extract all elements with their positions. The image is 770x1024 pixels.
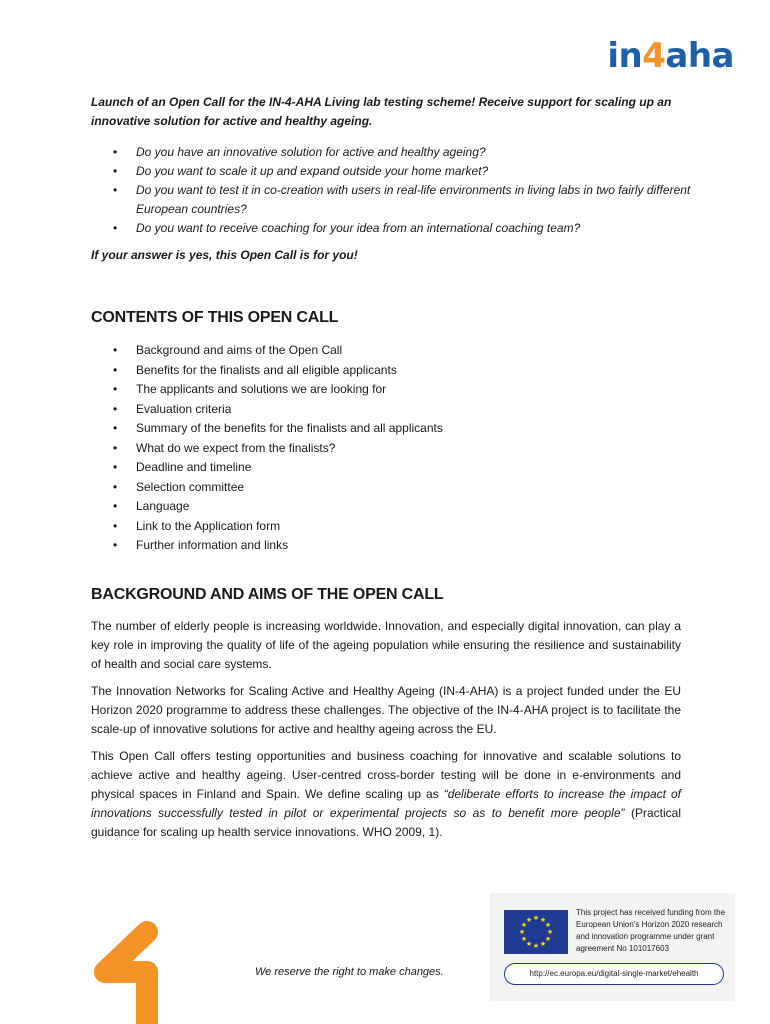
contents-item: • Benefits for the finalists and all eligible applicants [91, 361, 691, 381]
svg-text:★: ★ [520, 935, 528, 943]
brand-four-graphic [85, 910, 175, 1024]
contents-item: • Deadline and timeline [91, 458, 691, 478]
svg-text:★: ★ [544, 935, 552, 943]
contents-list [91, 341, 691, 556]
eu-stars [504, 910, 568, 954]
contents-item: • What do we expect from the finalists? [91, 439, 691, 459]
question-list [91, 143, 691, 238]
eu-funding-box [490, 893, 735, 1001]
logo-part-aha: aha [665, 36, 734, 76]
in4aha-logo [607, 36, 734, 76]
contents-item: • The applicants and solutions we are looking for [91, 380, 691, 400]
svg-text:★: ★ [518, 928, 526, 936]
question-item: • Do you want to test it in co-creation with users in real-life environments in living labs in two fairly different European countries? [91, 181, 691, 219]
background-paragraph-1: The number of elderly people is increasing worldwide. Innovation, and especially digital innovation, can play a key role in improving the quality of life of the ageing population while ensuring the resilience and sustainability of health and social care systems. [91, 619, 681, 671]
svg-text:★: ★ [532, 942, 540, 950]
svg-text:★: ★ [525, 940, 533, 948]
svg-text:★: ★ [546, 928, 554, 936]
contents-item: • Selection committee [91, 478, 691, 498]
eu-funding-text: This project has received funding from the European Union's Horizon 2020 research and innovation programme under grant agreement No 101017603 [576, 908, 725, 953]
question-item: • Do you want to receive coaching for your idea from an international coaching team? [91, 219, 691, 238]
svg-text:★: ★ [544, 921, 552, 929]
eu-flag-icon [504, 910, 568, 954]
svg-text:★: ★ [532, 914, 540, 922]
background-paragraph-3 [91, 747, 681, 842]
contents-heading: CONTENTS OF THIS OPEN CALL [91, 309, 339, 326]
question-item: • Do you want to scale it up and expand outside your home market? [91, 162, 691, 181]
who-quote: “deliberate efforts to increase the impact of innovations successfully tested in pilot or experimental projects so as to benefit more people” [91, 787, 681, 820]
reserve-notice: We reserve the right to make changes. [255, 966, 444, 978]
contents-item: • Summary of the benefits for the finalists and all applicants [91, 419, 691, 439]
paragraph-3-end: (Practical guidance for scaling up health service innovations. WHO 2009, 1). [91, 806, 681, 839]
svg-text:★: ★ [539, 940, 547, 948]
background-body [91, 617, 681, 850]
intro-text: Launch of an Open Call for the IN-4-AHA Living lab testing scheme! Receive support for scaling up an innovative solution for active and healthy ageing. [91, 95, 672, 128]
eu-link[interactable]: http://ec.europa.eu/digital-single-market/ehealth [504, 963, 724, 985]
svg-text:★: ★ [525, 916, 533, 924]
logo-part-four: 4 [642, 36, 666, 76]
logo-part-in: in [607, 36, 643, 76]
contents-item: • Background and aims of the Open Call [91, 341, 691, 361]
question-item: • Do you have an innovative solution for active and healthy ageing? [91, 143, 691, 162]
contents-item: • Evaluation criteria [91, 400, 691, 420]
paragraph-3-start: This Open Call offers testing opportunities and business coaching for innovative and scalable solutions to achieve active and healthy ageing. User-centred cross-border testing will be done in e-environments and physical spaces in Finland and Spain. We define scaling up as [91, 749, 681, 801]
background-paragraph-2: The Innovation Networks for Scaling Active and Healthy Ageing (IN-4-AHA) is a project funded under the EU Horizon 2020 programme to address these challenges. The objective of the IN-4-AHA project is to facilitate the scale-up of innovative solutions for active and healthy ageing across the EU. [91, 684, 681, 736]
svg-text:★: ★ [539, 916, 547, 924]
answer-text: If your answer is yes, this Open Call is for you! [91, 248, 358, 262]
background-heading: BACKGROUND AND AIMS OF THE OPEN CALL [91, 586, 444, 603]
svg-text:★: ★ [520, 921, 528, 929]
contents-item: • Language [91, 497, 691, 517]
contents-item: • Further information and links [91, 536, 691, 556]
contents-item: • Link to the Application form [91, 517, 691, 537]
